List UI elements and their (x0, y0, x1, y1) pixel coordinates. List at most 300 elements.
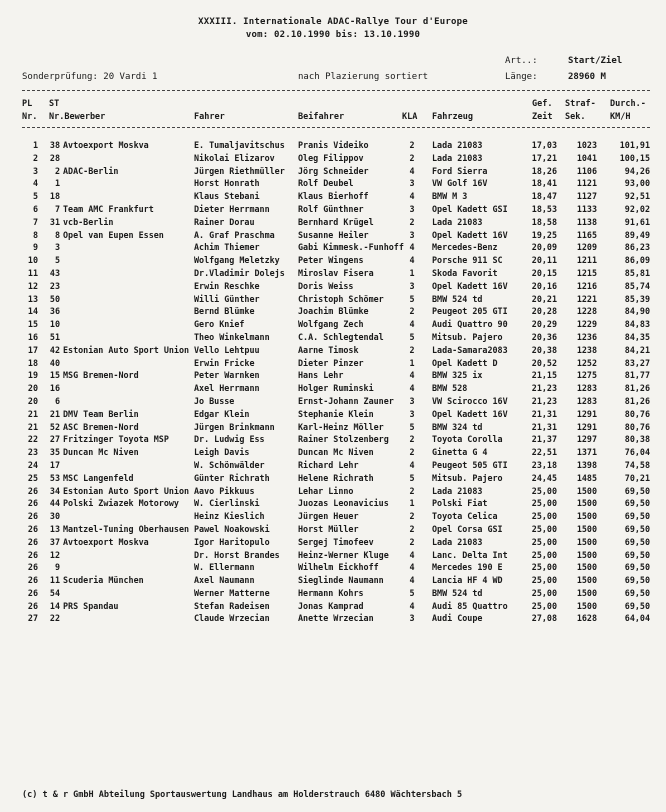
avg-speed-cell: 84,83 (624, 319, 650, 330)
penalty-seconds-cell: 1041 (576, 152, 597, 163)
table-row (0, 153, 666, 166)
entrant-cell: Mantzel-Tuning Oberhausen (63, 523, 190, 534)
rank-cell: 26 (27, 485, 38, 496)
rank-cell: 20 (27, 383, 38, 394)
co-driver-cell: Rolf Günthner (298, 203, 364, 214)
time-cell: 25,00 (531, 575, 557, 586)
time-cell: 24,45 (531, 472, 557, 483)
vehicle-cell: Lada 21083 (432, 140, 483, 150)
col-gef: Gef. (532, 99, 553, 109)
table-row (0, 140, 666, 153)
length-label: Länge: (505, 72, 538, 82)
penalty-seconds-cell: 1238 (576, 344, 597, 355)
vehicle-cell: BMW 524 td (432, 587, 483, 598)
vehicle-cell: BMW 325 ix (432, 370, 483, 381)
co-driver-cell: Pranis Videiko (298, 140, 369, 150)
table-row (0, 204, 666, 217)
time-cell: 21,15 (531, 370, 557, 381)
class-cell: 4 (409, 319, 415, 330)
avg-speed-cell: 86,09 (624, 255, 650, 266)
vehicle-cell: Opel Corsa GSI (432, 523, 503, 534)
co-driver-cell: Sergej Timofeev (298, 536, 374, 547)
vehicle-cell: Audi 85 Quattro (432, 600, 508, 611)
rank-cell: 23 (27, 447, 38, 458)
start-number-cell: 16 (49, 383, 60, 394)
penalty-seconds-cell: 1500 (576, 498, 597, 509)
vehicle-cell: Lada 21083 (432, 485, 483, 496)
col-pl: PL (22, 99, 33, 109)
table-row (0, 511, 666, 524)
rank-cell: 26 (27, 523, 38, 534)
vehicle-cell: Opel Kadett 16V (432, 229, 508, 240)
time-cell: 20,38 (531, 344, 557, 355)
penalty-seconds-cell: 1398 (576, 459, 597, 470)
start-number-cell: 8 (54, 229, 60, 240)
rank-cell: 26 (27, 562, 38, 573)
start-number-cell: 18 (49, 191, 60, 202)
penalty-seconds-cell: 1500 (576, 523, 597, 534)
rank-cell: 10 (27, 255, 38, 266)
co-driver-cell: Richard Lehr (298, 459, 359, 470)
avg-speed-cell: 83,27 (624, 357, 650, 368)
class-cell: 3 (409, 280, 415, 291)
vehicle-cell: Polski Fiat (432, 498, 488, 509)
start-number-cell: 9 (54, 562, 60, 573)
co-driver-cell: Hans Lehr (298, 370, 344, 381)
time-cell: 25,00 (531, 498, 557, 509)
col-durch: Durch.- (610, 99, 646, 109)
header-rule-top (22, 90, 650, 91)
penalty-seconds-cell: 1371 (576, 447, 597, 458)
footer-imprint: (c) t & r GmbH Abteilung Sportauswertung Landhaus am Holderstrauch 6480 Wächtersbach 5 (22, 790, 463, 800)
co-driver-cell: Peter Wingens (298, 255, 364, 266)
penalty-seconds-cell: 1106 (576, 165, 597, 176)
time-cell: 18,58 (531, 216, 557, 227)
driver-cell: Dr. Ludwig Ess (194, 434, 265, 445)
entrant-cell: Duncan Mc Niven (63, 447, 139, 458)
driver-cell: Willi Günther (194, 293, 260, 304)
driver-cell: E. Tumaljavitschus (194, 140, 285, 150)
vehicle-cell: Lada 21083 (432, 152, 483, 163)
co-driver-cell: Wolfgang Zech (298, 319, 364, 330)
time-cell: 25,00 (531, 511, 557, 522)
start-number-cell: 44 (49, 498, 60, 509)
co-driver-cell: Stephanie Klein (298, 408, 374, 419)
col-straf: Straf- (565, 99, 596, 109)
avg-speed-cell: 76,04 (624, 447, 650, 458)
class-cell: 4 (409, 370, 415, 381)
stage-info: Sonderprüfung: 20 Vardi 1 (22, 72, 158, 82)
table-row (0, 498, 666, 511)
avg-speed-cell: 80,38 (624, 434, 650, 445)
co-driver-cell: Oleg Filippov (298, 152, 364, 163)
penalty-seconds-cell: 1221 (576, 293, 597, 304)
rank-cell: 14 (27, 306, 38, 317)
vehicle-cell: BMW 528 (432, 383, 468, 394)
time-cell: 20,28 (531, 306, 557, 317)
table-row (0, 281, 666, 294)
start-number-cell: 40 (49, 357, 60, 368)
time-cell: 17,03 (531, 140, 557, 150)
avg-speed-cell: 69,50 (624, 523, 650, 534)
class-cell: 4 (409, 575, 415, 586)
table-row (0, 370, 666, 383)
table-row (0, 588, 666, 601)
entrant-cell: MSC Langenfeld (63, 472, 134, 483)
table-row (0, 242, 666, 255)
driver-cell: Erwin Fricke (194, 357, 255, 368)
avg-speed-cell: 86,23 (624, 242, 650, 253)
co-driver-cell: Jonas Kamprad (298, 600, 364, 611)
avg-speed-cell: 94,26 (624, 165, 650, 176)
entrant-cell: MSG Bremen-Nord (63, 370, 139, 381)
table-row (0, 524, 666, 537)
avg-speed-cell: 69,50 (624, 536, 650, 547)
co-driver-cell: Gabi Kimmesk.-Funhoff (298, 242, 404, 253)
penalty-seconds-cell: 1500 (576, 587, 597, 598)
penalty-seconds-cell: 1133 (576, 203, 597, 214)
driver-cell: Heinz Kieslich (194, 511, 265, 522)
time-cell: 20,52 (531, 357, 557, 368)
entrant-cell: Avtoexport Moskva (63, 140, 149, 150)
start-number-cell: 13 (49, 523, 60, 534)
driver-cell: Günter Richrath (194, 472, 270, 483)
penalty-seconds-cell: 1500 (576, 575, 597, 586)
vehicle-cell: Toyota Corolla (432, 434, 503, 445)
driver-cell: Axel Naumann (194, 575, 255, 586)
rank-cell: 26 (27, 498, 38, 509)
vehicle-cell: Mitsub. Pajero (432, 331, 503, 342)
rank-cell: 26 (27, 587, 38, 598)
vehicle-cell: Porsche 911 SC (432, 255, 503, 266)
rank-cell: 18 (27, 357, 38, 368)
rank-cell: 26 (27, 575, 38, 586)
co-driver-cell: Horst Müller (298, 523, 359, 534)
rank-cell: 15 (27, 319, 38, 330)
co-driver-cell: Susanne Heiler (298, 229, 369, 240)
class-cell: 3 (409, 408, 415, 419)
penalty-seconds-cell: 1275 (576, 370, 597, 381)
avg-speed-cell: 91,61 (624, 216, 650, 227)
rank-cell: 26 (27, 536, 38, 547)
penalty-seconds-cell: 1211 (576, 255, 597, 266)
rank-cell: 13 (27, 293, 38, 304)
avg-speed-cell: 69,50 (624, 511, 650, 522)
driver-cell: Bernd Blümke (194, 306, 255, 317)
table-row (0, 319, 666, 332)
start-number-cell: 6 (54, 395, 60, 406)
driver-cell: Leigh Davis (194, 447, 250, 458)
table-row (0, 396, 666, 409)
table-row (0, 422, 666, 435)
rank-cell: 25 (27, 472, 38, 483)
penalty-seconds-cell: 1236 (576, 331, 597, 342)
entrant-cell: ADAC-Berlin (63, 165, 119, 176)
start-number-cell: 38 (49, 140, 60, 150)
time-cell: 18,26 (531, 165, 557, 176)
class-cell: 2 (409, 485, 415, 496)
co-driver-cell: Joachim Blümke (298, 306, 369, 317)
rank-cell: 5 (32, 191, 38, 202)
avg-speed-cell: 92,51 (624, 191, 650, 202)
class-cell: 4 (409, 242, 415, 253)
driver-cell: W. Schönwälder (194, 459, 265, 470)
avg-speed-cell: 64,04 (624, 613, 650, 624)
co-driver-cell: Holger Ruminski (298, 383, 374, 394)
class-cell: 2 (409, 447, 415, 458)
art-label: Art..: (505, 56, 538, 66)
start-number-cell: 30 (49, 511, 60, 522)
driver-cell: Achim Thiemer (194, 242, 260, 253)
rank-cell: 1 (32, 140, 38, 150)
co-driver-cell: Klaus Bierhoff (298, 191, 369, 202)
rank-cell: 26 (27, 549, 38, 560)
avg-speed-cell: 89,49 (624, 229, 650, 240)
rank-cell: 21 (27, 408, 38, 419)
driver-cell: Peter Warnken (194, 370, 260, 381)
vehicle-cell: BMW 524 td (432, 293, 483, 304)
class-cell: 5 (409, 293, 415, 304)
penalty-seconds-cell: 1165 (576, 229, 597, 240)
class-cell: 2 (409, 344, 415, 355)
time-cell: 21,37 (531, 434, 557, 445)
penalty-seconds-cell: 1228 (576, 306, 597, 317)
time-cell: 21,31 (531, 421, 557, 432)
start-number-cell: 53 (49, 472, 60, 483)
time-cell: 25,00 (531, 600, 557, 611)
time-cell: 20,29 (531, 319, 557, 330)
start-number-cell: 11 (49, 575, 60, 586)
start-number-cell: 2 (54, 165, 60, 176)
avg-speed-cell: 93,00 (624, 178, 650, 189)
start-number-cell: 35 (49, 447, 60, 458)
vehicle-cell: Lancia HF 4 WD (432, 575, 503, 586)
penalty-seconds-cell: 1283 (576, 395, 597, 406)
vehicle-cell: Lanc. Delta Int (432, 549, 508, 560)
avg-speed-cell: 85,81 (624, 267, 650, 278)
driver-cell: Aavo Pikkuus (194, 485, 255, 496)
col-zeit: Zeit (532, 112, 553, 122)
time-cell: 20,36 (531, 331, 557, 342)
avg-speed-cell: 92,02 (624, 203, 650, 214)
rank-cell: 17 (27, 344, 38, 355)
start-number-cell: 54 (49, 587, 60, 598)
penalty-seconds-cell: 1297 (576, 434, 597, 445)
rank-cell: 16 (27, 331, 38, 342)
vehicle-cell: Lada 21083 (432, 536, 483, 547)
avg-speed-cell: 69,50 (624, 600, 650, 611)
co-driver-cell: Dieter Pinzer (298, 357, 364, 368)
time-cell: 18,41 (531, 178, 557, 189)
co-driver-cell: Rolf Deubel (298, 178, 354, 189)
start-number-cell: 3 (54, 242, 60, 253)
rank-cell: 6 (32, 203, 38, 214)
col-fahrer: Fahrer (194, 112, 225, 122)
table-row (0, 230, 666, 243)
table-row (0, 409, 666, 422)
penalty-seconds-cell: 1215 (576, 267, 597, 278)
driver-cell: Gero Knief (194, 319, 245, 330)
driver-cell: Werner Matterne (194, 587, 270, 598)
table-row (0, 562, 666, 575)
driver-cell: Wolfgang Meletzky (194, 255, 280, 266)
vehicle-cell: Lada 21083 (432, 216, 483, 227)
time-cell: 20,15 (531, 267, 557, 278)
class-cell: 2 (409, 152, 415, 163)
avg-speed-cell: 84,90 (624, 306, 650, 317)
co-driver-cell: Jörg Schneider (298, 165, 369, 176)
table-row (0, 358, 666, 371)
rank-cell: 2 (32, 152, 38, 163)
class-cell: 1 (409, 267, 415, 278)
art-value: Start/Ziel (568, 56, 623, 66)
co-driver-cell: Bernhard Krügel (298, 216, 374, 227)
class-cell: 2 (409, 140, 415, 150)
time-cell: 25,00 (531, 523, 557, 534)
sort-info: nach Plazierung sortiert (298, 72, 429, 82)
col-st: ST (49, 99, 60, 109)
rank-cell: 12 (27, 280, 38, 291)
vehicle-cell: BMW 324 td (432, 421, 483, 432)
avg-speed-cell: 85,39 (624, 293, 650, 304)
entrant-cell: vcb-Berlin (63, 216, 114, 227)
start-number-cell: 10 (49, 319, 60, 330)
co-driver-cell: Christoph Schömer (298, 293, 384, 304)
time-cell: 23,18 (531, 459, 557, 470)
entrant-cell: DMV Team Berlin (63, 408, 139, 419)
table-row (0, 268, 666, 281)
driver-cell: Claude Wrzecian (194, 613, 270, 624)
driver-cell: Horst Honrath (194, 178, 260, 189)
vehicle-cell: Lada-Samara2083 (432, 344, 508, 355)
table-row (0, 166, 666, 179)
rank-cell: 19 (27, 370, 38, 381)
col-kla: KLA (402, 112, 418, 122)
vehicle-cell: VW Golf 16V (432, 178, 488, 189)
table-row (0, 473, 666, 486)
time-cell: 25,00 (531, 562, 557, 573)
co-driver-cell: Lehar Linno (298, 485, 354, 496)
vehicle-cell: Skoda Favorit (432, 267, 498, 278)
class-cell: 2 (409, 523, 415, 534)
time-cell: 25,00 (531, 587, 557, 598)
time-cell: 19,25 (531, 229, 557, 240)
start-number-cell: 37 (49, 536, 60, 547)
driver-cell: Dr. Horst Brandes (194, 549, 280, 560)
rank-cell: 26 (27, 511, 38, 522)
driver-cell: W. Ellermann (194, 562, 255, 573)
class-cell: 2 (409, 536, 415, 547)
table-row (0, 550, 666, 563)
vehicle-cell: Peugeot 205 GTI (432, 306, 508, 317)
class-cell: 4 (409, 562, 415, 573)
penalty-seconds-cell: 1500 (576, 600, 597, 611)
co-driver-cell: Anette Wrzecian (298, 613, 374, 624)
penalty-seconds-cell: 1500 (576, 511, 597, 522)
class-cell: 3 (409, 229, 415, 240)
time-cell: 21,23 (531, 395, 557, 406)
penalty-seconds-cell: 1500 (576, 536, 597, 547)
penalty-seconds-cell: 1127 (576, 191, 597, 202)
time-cell: 20,09 (531, 242, 557, 253)
time-cell: 17,21 (531, 152, 557, 163)
class-cell: 2 (409, 434, 415, 445)
driver-cell: Jo Busse (194, 395, 235, 406)
table-row (0, 486, 666, 499)
table-row (0, 447, 666, 460)
vehicle-cell: Opel Kadett GSI (432, 203, 508, 214)
table-row (0, 383, 666, 396)
table-row (0, 434, 666, 447)
start-number-cell: 42 (49, 344, 60, 355)
entrant-cell: ASC Bremen-Nord (63, 421, 139, 432)
class-cell: 4 (409, 383, 415, 394)
rank-cell: 4 (32, 178, 38, 189)
driver-cell: Vello Lehtpuu (194, 344, 260, 355)
entrant-cell: PRS Spandau (63, 600, 119, 611)
avg-speed-cell: 81,77 (624, 370, 650, 381)
class-cell: 3 (409, 613, 415, 624)
vehicle-cell: Opel Kadett D (432, 357, 498, 368)
vehicle-cell: BMW M 3 (432, 191, 468, 202)
class-cell: 4 (409, 549, 415, 560)
rank-cell: 9 (32, 242, 38, 253)
driver-cell: Axel Herrmann (194, 383, 260, 394)
rank-cell: 8 (32, 229, 38, 240)
driver-cell: Igor Haritopulo (194, 536, 270, 547)
vehicle-cell: Mercedes-Benz (432, 242, 498, 253)
penalty-seconds-cell: 1500 (576, 485, 597, 496)
vehicle-cell: Audi Coupe (432, 613, 483, 624)
avg-speed-cell: 69,50 (624, 498, 650, 509)
co-driver-cell: Miroslav Fisera (298, 267, 374, 278)
class-cell: 4 (409, 165, 415, 176)
table-row (0, 306, 666, 319)
avg-speed-cell: 101,91 (619, 140, 650, 150)
table-row (0, 294, 666, 307)
penalty-seconds-cell: 1209 (576, 242, 597, 253)
co-driver-cell: Karl-Heinz Möller (298, 421, 384, 432)
start-number-cell: 23 (49, 280, 60, 291)
table-row (0, 345, 666, 358)
vehicle-cell: Mitsub. Pajero (432, 472, 503, 483)
penalty-seconds-cell: 1291 (576, 408, 597, 419)
penalty-seconds-cell: 1216 (576, 280, 597, 291)
class-cell: 5 (409, 421, 415, 432)
col-beifahrer: Beifahrer (298, 112, 345, 122)
vehicle-cell: VW Scirocco 16V (432, 395, 508, 406)
class-cell: 3 (409, 395, 415, 406)
class-cell: 5 (409, 331, 415, 342)
start-number-cell: 21 (49, 408, 60, 419)
start-number-cell: 22 (49, 613, 60, 624)
class-cell: 1 (409, 498, 415, 509)
avg-speed-cell: 69,50 (624, 549, 650, 560)
rank-cell: 20 (27, 395, 38, 406)
table-row (0, 537, 666, 550)
avg-speed-cell: 84,21 (624, 344, 650, 355)
start-number-cell: 50 (49, 293, 60, 304)
start-number-cell: 7 (54, 203, 60, 214)
table-row (0, 217, 666, 230)
entrant-cell: Estonian Auto Sport Union (63, 344, 190, 355)
vehicle-cell: Mercedes 190 E (432, 562, 503, 573)
co-driver-cell: Sieglinde Naumann (298, 575, 384, 586)
avg-speed-cell: 69,50 (624, 485, 650, 496)
penalty-seconds-cell: 1229 (576, 319, 597, 330)
class-cell: 1 (409, 357, 415, 368)
driver-cell: Jürgen Riethmüller (194, 165, 285, 176)
